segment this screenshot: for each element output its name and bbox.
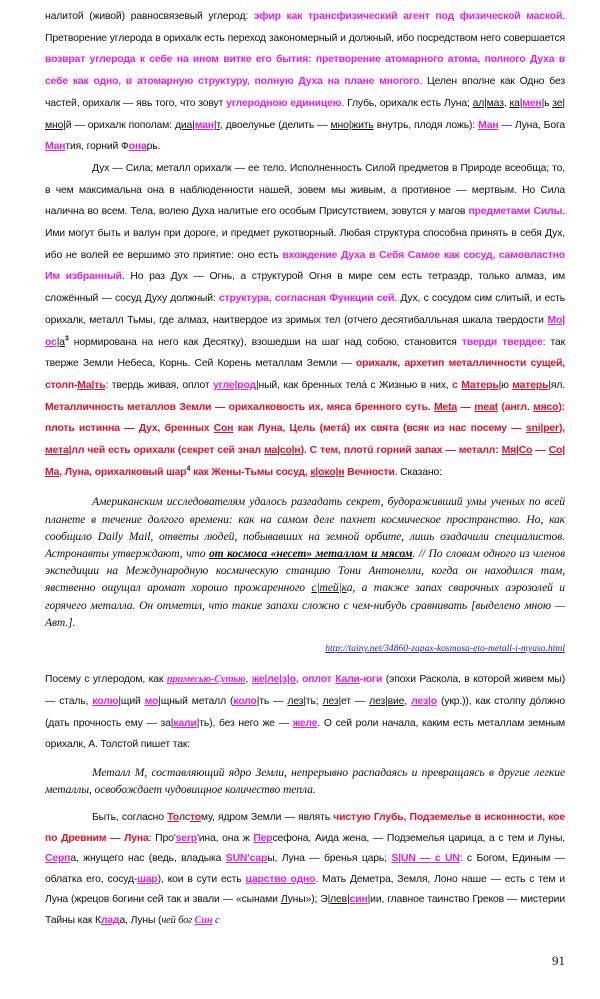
text-run: Металл М, составляющий ядро Земли, непрерывно распадаясь и превращаясь в другие легкие металлы, освобождает чудовищное количество тепла.: [45, 765, 565, 797]
highlighted-text: эфир как трансфизический агент под физической маской: [253, 11, 563, 22]
highlighted-text: Пер: [253, 832, 273, 844]
text-run: ы, Луна — бренья царь;: [267, 853, 392, 865]
text-run: лез|вие: [369, 695, 405, 707]
text-run: |ный, как бренных телá с Жизнью в них,: [255, 379, 453, 391]
blockquote-2: [45, 764, 565, 798]
text-run: . Сказано:: [394, 466, 442, 478]
text-run: сефона, Аида жена, — Подземелья царица, а с тем и Луны,: [272, 832, 566, 844]
text-run: |щный металл (: [158, 695, 234, 707]
highlighted-text: лад: [100, 914, 120, 926]
text-run: |т: [213, 119, 220, 131]
text-run: рь.: [146, 141, 161, 153]
highlighted-text: —: [532, 445, 549, 457]
text-run: . // По словам одного из членов экспедиции на Международную космическую станцию Тони Антонелли, когда он находился там, явственно ощущал аромат хорошо прожаренного: [45, 547, 566, 595]
text-run: , двоелунье (делить —: [219, 119, 331, 131]
text-run: чей бог: [161, 914, 195, 926]
text-run: |ть), без него же —: [196, 717, 293, 729]
blockquote-1: [45, 493, 565, 631]
highlighted-text: чистую Глубь, Подземелье в исконности, кое по Древним — Луна: [45, 812, 565, 844]
text-run: а, а также запах сварочных аэрозолей и горячего металла. Он отметил, что такие запахи сложно с чем-нибудь сравнивать [выделено мною — Авт.].: [45, 581, 565, 629]
highlighted-text: она: [128, 141, 147, 153]
text-run: ), кои в сути есть: [157, 873, 246, 885]
source-link[interactable]: http://tainy.net/34860-zapax-kosmosa-eto-metall-i-myaso.html: [325, 643, 565, 655]
highlighted-text: как Жены-Тьмы сосуд,: [190, 466, 311, 478]
text-run: 'ина, она ж: [196, 832, 254, 844]
highlighted-text: кали: [173, 717, 197, 729]
text-run: |ял.: [548, 379, 565, 391]
highlighted-text: коло: [233, 695, 257, 707]
highlighted-text: sni|per: [525, 423, 559, 435]
text-run: а, жнущего нас (ведь, владыка: [70, 853, 226, 865]
highlighted-text: лез|о: [411, 695, 437, 707]
text-run: а, Луны (: [119, 914, 162, 926]
paragraph-1: [45, 6, 565, 158]
highlighted-text: Металличность металлов Земли — орихалковость их, мяса бренного суть.: [45, 401, 434, 413]
highlighted-text: ),: [558, 423, 565, 435]
paragraph-3: [45, 669, 565, 756]
text-run: тия, горний Ф: [65, 141, 129, 153]
text-run: |ет —: [338, 695, 370, 707]
highlighted-text: структура, согласная Функции сей: [218, 293, 395, 305]
text-run: |ь: [541, 97, 553, 109]
text-run: ,: [503, 97, 510, 109]
text-run: Быть, согласно: [92, 812, 168, 824]
highlighted-text: Кали: [335, 674, 360, 686]
highlighted-text: мен: [522, 97, 542, 109]
highlighted-text: SUN'сар: [225, 853, 268, 865]
text-run: . Ими могут быть и валун при дороге, и предмет рукотворный. Любая структура способна принять в себя Дух, ибо не волей ее вершимо это приятие: оно есть: [45, 206, 565, 261]
text-run: (укр.)), как столпу дóлжно (дать прочность ему — за|: [45, 695, 565, 729]
highlighted-text: Мя|Со: [501, 445, 533, 457]
highlighted-text: , Луна, орихалковый шар: [59, 466, 187, 478]
highlighted-text: meat: [474, 401, 498, 413]
text-run: — Луна, Бога: [498, 119, 566, 131]
text-run: ка|: [509, 97, 523, 109]
highlighted-text: S|UN — с UN: [391, 853, 460, 865]
paragraph-4: [45, 808, 565, 931]
text-run: нормирована на него как Десятку), взошедши на шаг над собою, становится: [68, 336, 462, 348]
text-run: . Глубь, орихалк есть Луна;: [341, 97, 473, 109]
highlighted-text: Meta: [433, 401, 458, 413]
highlighted-text: , оплот: [295, 674, 336, 686]
text-run: диа|: [174, 119, 195, 131]
highlighted-text: Со|Ма: [45, 445, 565, 478]
highlighted-text: Син: [194, 914, 213, 926]
text-run: . Претворение углерода в орихалк есть переход закономерный и должный, ибо посредством него совершается: [45, 11, 565, 44]
highlighted-text: орихалк, архетип металличности сущей, столп-: [45, 358, 565, 391]
highlighted-text: Сон: [213, 423, 234, 435]
highlighted-text: Мо|ос: [45, 314, 565, 348]
highlighted-text: как Луна, Цель (метá) их свята (всяк из нас посему —: [233, 423, 526, 435]
highlighted-text: примесью-Сутью: [166, 674, 246, 686]
text-run: : твердь живая, оплот: [105, 379, 214, 391]
highlighted-text: Матерь: [461, 379, 499, 391]
highlighted-text: то: [189, 812, 201, 824]
text-run: (эпохи Раскола, в которой живем мы) — сталь,: [45, 674, 566, 707]
highlighted-text: вхождение Духа в Себя Самое как сосуд, самовластно Им избранный: [45, 249, 565, 283]
highlighted-text: serp: [175, 832, 197, 844]
text-run: . О сей роли начала, каким есть металлам земным орихалк, А. Толстой пишет так:: [45, 717, 566, 751]
highlighted-text: Ман: [45, 141, 66, 153]
text-run: Американским исследователям удалось разгадать секрет, будораживший умы ученых по всей планете в течение долгого времени: как на самом деле пахнет космическое пространство. Но, как сообщило Daily Mail, ответы людей, побывавших на земной орбите, лишь озадачили специалистов. Астронавты утверждают, что: [45, 495, 565, 561]
highlighted-text: матерь: [512, 379, 549, 391]
footnote-ref[interactable]: 3: [64, 335, 69, 343]
text-run: |ии, главное таинство Греков — мистерии Тайны как К: [45, 894, 565, 926]
highlighted-text: же|ле|з|о: [251, 674, 296, 686]
highlighted-text: ): плоть истинна — Дух, бренных: [45, 401, 565, 435]
text-run: ,: [404, 695, 412, 707]
text-run: внутрь, плодя ложь):: [373, 119, 479, 131]
text-run: зе|мно: [45, 97, 565, 131]
text-run: |ть —: [256, 695, 288, 707]
highlighted-text: ма|со|н: [264, 445, 301, 457]
highlighted-text: к|око|н: [310, 466, 345, 478]
text-run: му, ядром Земли — являть: [200, 812, 334, 824]
highlighted-text: |лл чей есть орихалк (секрет сей знал: [68, 445, 265, 457]
text-run: с: [212, 914, 220, 926]
highlighted-text: ). С тем, плотú горний запах — металл:: [300, 445, 502, 457]
highlighted-text: углеродною единицею: [226, 97, 342, 109]
text-run: лев: [330, 894, 348, 906]
highlighted-text: —: [457, 401, 475, 413]
text-run: |ю: [498, 379, 513, 391]
text-run: ал|маз: [472, 97, 504, 109]
highlighted-text: син: [349, 894, 368, 906]
text-run: |щий: [118, 695, 145, 707]
text-run: Дух — Сила; металл орихалк — ее тело. Исполненность Силой предметов в Природе всеобща; то, в чем максимальна она в наблюденности нашей, зовем мы живым, а противное — мертвым. Но Сила налична во всем. Тела, волею Духа налитые его особым Присутствием, зовутся у магов: [45, 162, 565, 218]
text-run: лс: [178, 812, 190, 824]
highlighted-text: Вечности: [344, 466, 395, 478]
paragraph-2: [45, 158, 565, 484]
highlighted-text: шар: [137, 873, 158, 885]
text-run: Посему с углеродом, как: [45, 674, 167, 686]
highlighted-text: ман: [194, 119, 214, 131]
highlighted-text: -юги: [359, 674, 383, 686]
text-run: |а: [56, 336, 65, 348]
text-run: мно|жить: [330, 119, 374, 131]
highlighted-text: мо: [144, 695, 159, 707]
highlighted-text: возврат углерода к себе на ином витке его бытия: претворение атомарного атома, полного Духа в себе как одно, в атомарную структуру, полную Духа на плане многого: [45, 54, 565, 88]
page-number: 91: [552, 953, 565, 969]
highlighted-text: Серп: [45, 853, 71, 865]
text-run: . Дух, с сосудом сим слитый, и есть орихалк, металл Тьмы, где алмаз, наитвердое из зримых тел (отчего десятибалльная шкала твердости: [45, 293, 566, 326]
text-run: . Мать Деметра, Земля, Лоно наше — есть с тем и Луна (жрецов богини сей так и звали — «сынами: [45, 873, 566, 906]
highlighted-text: колю: [92, 695, 119, 707]
highlighted-text: (англ.: [497, 401, 534, 413]
highlighted-text: желе: [292, 717, 318, 729]
highlighted-text: Ма|ть: [77, 379, 106, 391]
text-run: ,: [245, 674, 252, 686]
text-run: . Целен вполне как Одно без частей, орихалк — явь того, что зовут: [45, 76, 565, 109]
source-link-row: [45, 639, 565, 657]
highlighted-text: угле|род: [213, 379, 256, 391]
highlighted-text: мясо: [533, 401, 559, 413]
highlighted-text: предметами Силы: [468, 206, 563, 218]
text-run: : с Богом, Единым — облатка его, сосуд-: [45, 853, 565, 885]
text-run: уны»); Э|: [287, 894, 331, 906]
text-run: от космоса «несет» металлом и мясом: [208, 547, 413, 561]
text-run: Л: [280, 894, 288, 906]
text-run: налитой (живой) равносвязевый углерод:: [45, 11, 254, 22]
text-run: |й — орихалк пополам:: [63, 119, 175, 131]
footnote-ref[interactable]: 4: [186, 465, 191, 473]
highlighted-text: Ман: [478, 119, 499, 131]
highlighted-text: мета: [45, 445, 69, 457]
text-run: с|тей|к: [311, 581, 347, 595]
text-run: : так тверже Земли Небеса, Корнь. Сей Корень металлам Земли —: [45, 336, 565, 370]
text-run: |: [347, 894, 350, 906]
highlighted-text: с: [452, 379, 462, 391]
text-run: лез: [287, 695, 304, 707]
text-run: лез: [322, 695, 339, 707]
highlighted-text: То: [167, 812, 179, 824]
highlighted-text: тверди твердее: [461, 336, 543, 348]
text-run: . Но раз Дух — Огнь, а структурой Огня в мире сем есть тетраэдр, только алмаз, им сложённый — сосуд Духу должный:: [45, 271, 565, 305]
highlighted-text: царство одно: [245, 873, 316, 885]
text-run: : Про': [148, 832, 176, 844]
text-run: |ть;: [303, 695, 323, 707]
